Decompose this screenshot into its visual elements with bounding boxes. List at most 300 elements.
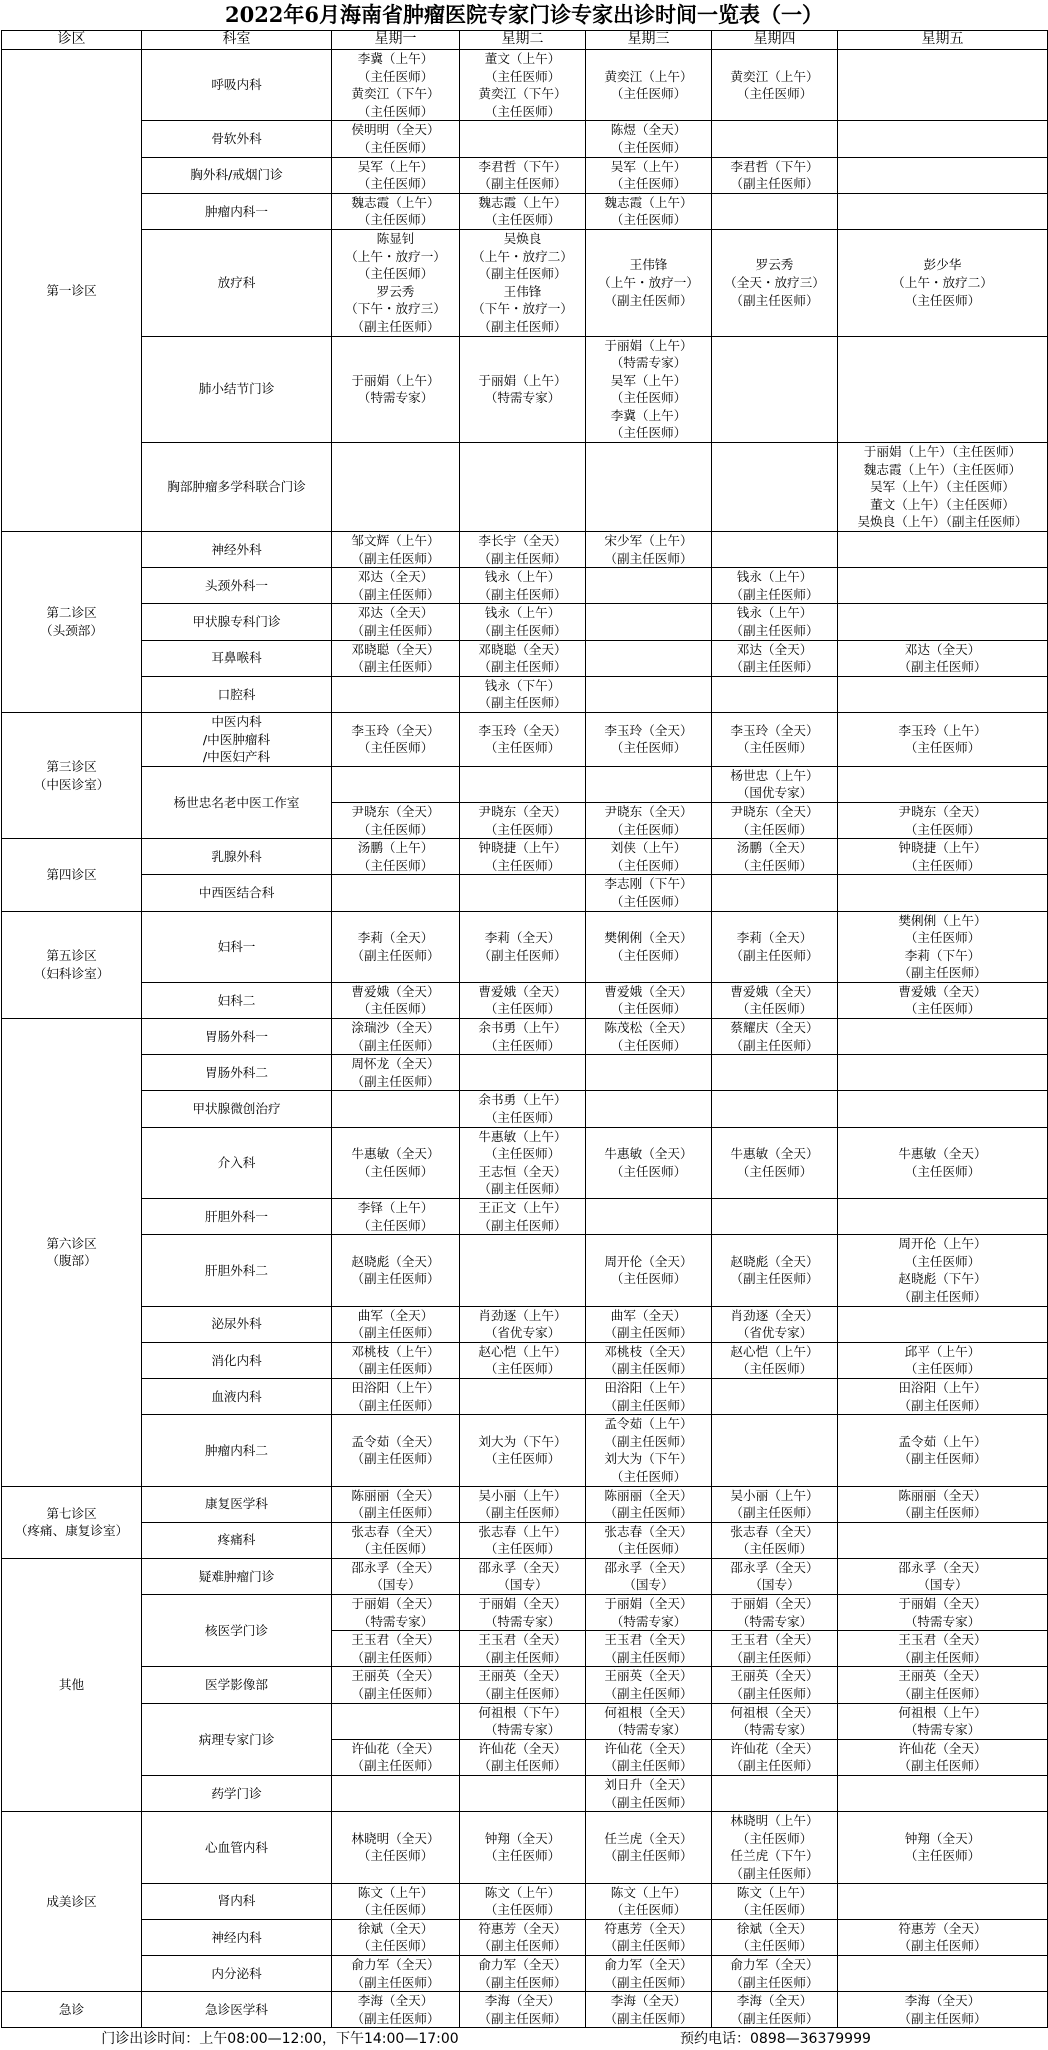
schedule-cell [712, 1739, 838, 1775]
schedule-cell [460, 1235, 586, 1306]
doctor-line: 李莉（全天） [357, 930, 434, 946]
schedule-cell [332, 50, 460, 121]
doctor-line: （主任医师） [484, 1451, 561, 1467]
doctor-line: 钱永（上午） [736, 605, 813, 621]
clinic-hours: 门诊出诊时间：上午08:00—12:00，下午14:00—17:00 [101, 2031, 459, 2048]
schedule-cell [460, 1595, 586, 1631]
schedule-cell [460, 1883, 586, 1919]
doctor-line: 曲军（全天） [610, 1307, 687, 1323]
schedule-cell [712, 443, 838, 532]
schedule-cell [460, 1631, 586, 1667]
doctor-line: 李海（全天） [610, 1993, 687, 2009]
zone-cell: 成美诊区 [2, 1812, 142, 1992]
schedule-cell [838, 121, 1048, 157]
schedule-cell [586, 1776, 712, 1812]
doctor-line: （主任医师） [484, 1001, 561, 1017]
schedule-cell [586, 1091, 712, 1127]
schedule-cell [586, 1992, 712, 2028]
doctor-line: 钱永（上午） [736, 569, 813, 585]
doctor-line: 许仙花（全天） [604, 1740, 693, 1756]
schedule-cell [586, 766, 712, 802]
doctor-line: 陈文（上午） [610, 1884, 687, 1900]
schedule-cell [332, 532, 460, 568]
doctor-line: （副主任医师） [478, 695, 567, 711]
header-row [2, 31, 1048, 50]
schedule-cell [712, 640, 838, 676]
doctor-line: （副主任医师） [604, 2010, 693, 2026]
doctor-line: （特需专家） [610, 1722, 687, 1738]
doctor-line: （主任医师） [357, 1001, 434, 1017]
schedule-cell [712, 1306, 838, 1342]
doctor-line: （副主任医师） [351, 586, 440, 602]
doctor-line: 李莉（全天） [736, 930, 813, 946]
schedule-cell [586, 1342, 712, 1378]
table-row [2, 1703, 1048, 1739]
schedule-cell [460, 1522, 586, 1558]
schedule-cell [586, 1739, 712, 1775]
schedule-cell [332, 875, 460, 911]
doctor-line: （省优专家） [484, 1325, 561, 1341]
schedule-cell [712, 193, 838, 229]
doctor-line: （副主任医师） [351, 1361, 440, 1377]
schedule-cell [712, 1919, 838, 1955]
footer [0, 2028, 1048, 2050]
doctor-line: 魏志霞（上午）（主任医师） [863, 461, 1022, 477]
schedule-cell [460, 443, 586, 532]
doctor-line: （主任医师） [484, 857, 561, 873]
dept-cell: 乳腺外科 [142, 839, 332, 875]
table-row [2, 229, 1048, 336]
schedule-cell [712, 1091, 838, 1127]
schedule-cell [332, 568, 460, 604]
schedule-cell [332, 336, 460, 443]
schedule-cell [460, 193, 586, 229]
doctor-line: 王玉君（全天） [604, 1632, 693, 1648]
doctor-line: （副主任医师） [730, 1649, 819, 1665]
dept-cell: 肝胆外科二 [142, 1235, 332, 1306]
doctor-line: 邱平（上午） [904, 1343, 981, 1359]
doctor-line: （副主任医师） [898, 1686, 987, 1702]
doctor-line: 王丽英（全天） [898, 1668, 987, 1684]
doctor-line: 尹晓东（全天） [478, 803, 567, 819]
doctor-line: 曹爱娥（全天） [898, 983, 987, 999]
schedule-cell [460, 604, 586, 640]
dept-cell: 胸部肿瘤多学科联合门诊 [142, 443, 332, 532]
doctor-line: 邓达（全天） [736, 641, 813, 657]
doctor-line: （主任医师） [736, 1938, 813, 1954]
doctor-line: （特需专家） [610, 1613, 687, 1629]
schedule-cell [586, 157, 712, 193]
doctor-line: 张志春（全天） [351, 1523, 440, 1539]
doctor-line: （主任医师） [357, 1217, 434, 1233]
table-row [2, 1127, 1048, 1198]
schedule-cell [460, 1019, 586, 1055]
schedule-cell [332, 1378, 460, 1414]
schedule-cell [332, 982, 460, 1018]
dept-cell: 头颈外科一 [142, 568, 332, 604]
schedule-cell [586, 1631, 712, 1667]
doctor-line: 李玉玲（上午） [898, 722, 987, 738]
schedule-cell [460, 839, 586, 875]
doctor-line: （主任医师） [357, 176, 434, 192]
schedule-cell [332, 604, 460, 640]
doctor-line: 周开伦（全天） [604, 1253, 693, 1269]
schedule-cell [838, 1199, 1048, 1235]
doctor-line: （主任医师） [610, 1001, 687, 1017]
doctor-line: 邓桃枝（上午） [351, 1343, 440, 1359]
page-title: 2022年6月海南省肿瘤医院专家门诊专家出诊时间一览表（一） [224, 2, 824, 27]
doctor-line: 符惠芳（全天） [604, 1920, 693, 1936]
schedule-cell [838, 443, 1048, 532]
doctor-line: （主任医师） [610, 947, 687, 963]
schedule-cell [586, 193, 712, 229]
doctor-line: （主任医师） [357, 1938, 434, 1954]
dept-cell: 神经内科 [142, 1919, 332, 1955]
doctor-line: （国专） [917, 1577, 968, 1593]
doctor-line: 肖劲逐（上午） [478, 1307, 567, 1323]
doctor-line: 陈丽丽（全天） [604, 1487, 693, 1503]
schedule-cell [586, 676, 712, 712]
zone-cell: 第二诊区 （头颈部） [2, 532, 142, 713]
schedule-cell [332, 1055, 460, 1091]
doctor-line: 吴军（上午） [610, 372, 687, 388]
doctor-line: （副主任医师） [604, 1433, 693, 1449]
doctor-line: 王玉君（全天） [898, 1632, 987, 1648]
doctor-line: 余书勇（上午） [478, 1092, 567, 1108]
schedule-cell [838, 1776, 1048, 1812]
doctor-line: （主任医师） [736, 86, 813, 102]
schedule-cell [460, 1955, 586, 1991]
doctor-line: 俞力军（全天） [604, 1956, 693, 1972]
doctor-line: 张志春（上午） [478, 1523, 567, 1539]
doctor-line: 田浴阳（上午） [604, 1379, 693, 1395]
schedule-cell [838, 1992, 1048, 2028]
dept-cell: 中医内科 /中医肿瘤科 /中医妇产科 [142, 712, 332, 766]
doctor-line: （副主任医师） [730, 1271, 819, 1287]
schedule-cell [838, 193, 1048, 229]
doctor-line: 王志恒（全天） [478, 1163, 567, 1179]
schedule-cell [838, 229, 1048, 336]
table-row [2, 1306, 1048, 1342]
schedule-cell [712, 1415, 838, 1486]
doctor-line: 王丽英（全天） [351, 1668, 440, 1684]
schedule-cell [838, 839, 1048, 875]
dept-cell: 妇科一 [142, 911, 332, 982]
schedule-cell [838, 1739, 1048, 1775]
doctor-line: （副主任医师） [478, 947, 567, 963]
schedule-cell [586, 839, 712, 875]
doctor-line: （副主任医师） [351, 947, 440, 963]
doctor-line: 俞力军（全天） [351, 1956, 440, 1972]
doctor-line: （副主任医师） [604, 1361, 693, 1377]
doctor-line: 赵晓彪（全天） [730, 1253, 819, 1269]
doctor-line: 许仙花（全天） [898, 1740, 987, 1756]
doctor-line: （主任医师） [484, 1848, 561, 1864]
doctor-line: 刘大为（下午） [604, 1451, 693, 1467]
schedule-cell [586, 336, 712, 443]
doctor-line: 陈煜（全天） [610, 122, 687, 138]
schedule-cell [712, 1019, 838, 1055]
doctor-line: 黄奕江（上午） [730, 68, 819, 84]
doctor-line: 吴小丽（上午） [730, 1487, 819, 1503]
dept-cell: 肿瘤内科二 [142, 1415, 332, 1486]
schedule-cell [712, 568, 838, 604]
schedule-cell [838, 1812, 1048, 1883]
doctor-line: 田浴阳（上午） [898, 1379, 987, 1395]
dept-cell: 口腔科 [142, 676, 332, 712]
header-tue: 星期二 [460, 31, 586, 50]
dept-cell: 肺小结节门诊 [142, 336, 332, 443]
doctor-line: （副主任医师） [730, 292, 819, 308]
table-row [2, 1667, 1048, 1703]
doctor-line: （副主任医师） [604, 1397, 693, 1413]
dept-cell: 核医学门诊 [142, 1595, 332, 1667]
table-row [2, 568, 1048, 604]
doctor-line: （副主任医师） [730, 1974, 819, 1990]
doctor-line: 钟晓捷（上午） [478, 840, 567, 856]
doctor-line: 陈丽丽（全天） [898, 1487, 987, 1503]
doctor-line: 邓晓聪（全天） [478, 641, 567, 657]
schedule-cell [460, 640, 586, 676]
doctor-line: （上午・放疗一） [345, 248, 446, 264]
doctor-line: （副主任医师） [604, 1848, 693, 1864]
doctor-line: （副主任医师） [730, 1686, 819, 1702]
schedule-cell [838, 568, 1048, 604]
doctor-line: 吴军（上午） [610, 158, 687, 174]
schedule-cell [586, 568, 712, 604]
schedule-cell [586, 712, 712, 766]
doctor-line: （副主任医师） [351, 1974, 440, 1990]
table-row [2, 1486, 1048, 1522]
doctor-line: （主任医师） [610, 1468, 687, 1484]
doctor-line: 何祖根（全天） [730, 1704, 819, 1720]
schedule-cell [460, 802, 586, 838]
doctor-line: （主任医师） [610, 212, 687, 228]
doctor-line: （主任医师） [904, 930, 981, 946]
doctor-line: （主任医师） [357, 212, 434, 228]
doctor-line: （特需专家） [610, 355, 687, 371]
doctor-line: 王玉君（全天） [730, 1632, 819, 1648]
schedule-cell [838, 766, 1048, 802]
table-row [2, 532, 1048, 568]
table-row [2, 676, 1048, 712]
dept-cell: 介入科 [142, 1127, 332, 1198]
schedule-cell [838, 1703, 1048, 1739]
schedule-cell [712, 982, 838, 1018]
schedule-cell [712, 1055, 838, 1091]
doctor-line: （上午・放疗二） [892, 274, 993, 290]
doctor-line: 李玉玲（全天） [604, 722, 693, 738]
doctor-line: 孟令茹（上午） [604, 1416, 693, 1432]
doctor-line: （主任医师） [610, 1037, 687, 1053]
schedule-cell [460, 1919, 586, 1955]
doctor-line: （主任医师） [357, 1541, 434, 1557]
zone-cell: 第三诊区 （中医诊室） [2, 712, 142, 838]
doctor-line: 余书勇（上午） [478, 1020, 567, 1036]
schedule-cell [460, 982, 586, 1018]
zone-cell: 其他 [2, 1558, 142, 1811]
doctor-line: 邓达（全天） [904, 641, 981, 657]
dept-cell: 呼吸内科 [142, 50, 332, 121]
doctor-line: （特需专家） [357, 390, 434, 406]
schedule-cell [586, 1558, 712, 1594]
schedule-cell [586, 1595, 712, 1631]
schedule-cell [838, 1019, 1048, 1055]
doctor-line: （主任医师） [484, 1902, 561, 1918]
schedule-cell [332, 1955, 460, 1991]
doctor-line: （特需专家） [357, 1613, 434, 1629]
dept-cell: 疼痛科 [142, 1522, 332, 1558]
doctor-line: 邓桃枝（全天） [604, 1343, 693, 1359]
doctor-line: 于丽娟（全天） [604, 1596, 693, 1612]
doctor-line: 李海（全天） [736, 1993, 813, 2009]
doctor-line: （副主任医师） [604, 1974, 693, 1990]
doctor-line: （主任医师） [736, 1541, 813, 1557]
schedule-cell [586, 1306, 712, 1342]
doctor-line: 牛惠敏（上午） [478, 1128, 567, 1144]
schedule-cell [838, 532, 1048, 568]
schedule-cell [586, 1199, 712, 1235]
schedule-cell [712, 839, 838, 875]
doctor-line: 樊俐俐（上午） [898, 912, 987, 928]
doctor-line: （副主任医师） [351, 1073, 440, 1089]
doctor-line: 邵永孚（全天） [604, 1559, 693, 1575]
dept-cell: 胸外科/戒烟门诊 [142, 157, 332, 193]
doctor-line: （主任医师） [904, 740, 981, 756]
doctor-line: （副主任医师） [730, 659, 819, 675]
dept-cell: 肾内科 [142, 1883, 332, 1919]
doctor-line: 于丽娟（上午） [351, 372, 440, 388]
doctor-line: （主任医师） [484, 212, 561, 228]
schedule-cell [586, 1883, 712, 1919]
doctor-line: （主任医师） [610, 176, 687, 192]
doctor-line: （主任医师） [484, 1110, 561, 1126]
doctor-line: 许仙花（全天） [351, 1740, 440, 1756]
schedule-cell [332, 1667, 460, 1703]
dept-cell: 肿瘤内科一 [142, 193, 332, 229]
doctor-line: 陈文（上午） [484, 1884, 561, 1900]
doctor-line: （副主任医师） [898, 1758, 987, 1774]
table-row [2, 1558, 1048, 1594]
schedule-cell [838, 1342, 1048, 1378]
schedule-cell [838, 1235, 1048, 1306]
doctor-line: （主任医师） [736, 1163, 813, 1179]
doctor-line: 罗云秀 [755, 257, 794, 273]
doctor-line: 于丽娟（全天） [898, 1596, 987, 1612]
doctor-line: （副主任医师） [351, 1325, 440, 1341]
schedule-cell [712, 1235, 838, 1306]
doctor-line: 刘日升（全天） [604, 1777, 693, 1792]
doctor-line: （主任医师） [357, 103, 434, 119]
doctor-line: （主任医师） [904, 1253, 981, 1269]
dept-cell: 甲状腺微创治疗 [142, 1091, 332, 1127]
schedule-cell [332, 1235, 460, 1306]
schedule-cell [586, 1378, 712, 1414]
doctor-line: 何祖根（上午） [898, 1704, 987, 1720]
doctor-line: （主任医师） [736, 821, 813, 837]
doctor-line: （副主任医师） [898, 1451, 987, 1467]
doctor-line: （主任医师） [610, 86, 687, 102]
doctor-line: （副主任医师） [351, 318, 440, 334]
doctor-line: （全天・放疗三） [724, 274, 825, 290]
schedule-cell [712, 875, 838, 911]
doctor-line: （副主任医师） [478, 1181, 567, 1197]
doctor-line: 许仙花（全天） [730, 1740, 819, 1756]
doctor-line: 符惠芳（全天） [478, 1920, 567, 1936]
schedule-cell [460, 676, 586, 712]
schedule-cell [332, 1306, 460, 1342]
doctor-line: （副主任医师） [730, 1037, 819, 1053]
dept-cell: 中西医结合科 [142, 875, 332, 911]
schedule-cell [332, 1415, 460, 1486]
doctor-line: 赵心恺（上午） [730, 1343, 819, 1359]
doctor-line: 于丽娟（全天） [478, 1596, 567, 1612]
table-row [2, 640, 1048, 676]
schedule-cell [838, 802, 1048, 838]
table-row [2, 1199, 1048, 1235]
table-row [2, 1378, 1048, 1414]
doctor-line: （副主任医师） [351, 1686, 440, 1702]
schedule-cell [460, 1667, 586, 1703]
schedule-cell [712, 1595, 838, 1631]
doctor-line: （副主任医师） [730, 947, 819, 963]
doctor-line: 李冀（上午） [357, 51, 434, 66]
table-row [2, 336, 1048, 443]
doctor-line: （副主任医师） [604, 1758, 693, 1774]
schedule-cell [332, 1703, 460, 1739]
schedule-cell [332, 1019, 460, 1055]
doctor-line: （国专） [623, 1577, 674, 1593]
doctor-line: 吴军（上午）（主任医师） [870, 479, 1015, 495]
doctor-line: 赵晓彪（全天） [351, 1253, 440, 1269]
doctor-line: 邹文辉（上午） [351, 533, 440, 549]
doctor-line: 尹晓东（全天） [351, 803, 440, 819]
doctor-line: （主任医师） [484, 1146, 561, 1162]
schedule-cell [332, 121, 460, 157]
doctor-line: （副主任医师） [351, 1505, 440, 1521]
doctor-line: 王伟锋 [629, 257, 668, 273]
doctor-line: 黄奕江（下午） [478, 86, 567, 102]
schedule-cell [586, 1127, 712, 1198]
table-row [2, 50, 1048, 121]
doctor-line: （主任医师） [357, 1902, 434, 1918]
table-row [2, 1595, 1048, 1631]
schedule-cell [460, 766, 586, 802]
doctor-line: （副主任医师） [604, 1325, 693, 1341]
doctor-line: 宋少军（上午） [604, 533, 693, 549]
doctor-line: （主任医师） [904, 857, 981, 873]
schedule-cell [460, 1091, 586, 1127]
doctor-line: 侯明明（全天） [351, 122, 440, 138]
schedule-cell [838, 911, 1048, 982]
zone-cell: 第六诊区 （腹部） [2, 1019, 142, 1486]
doctor-line: 林晓明（上午） [730, 1813, 819, 1829]
schedule-cell [332, 1199, 460, 1235]
table-row [2, 157, 1048, 193]
doctor-line: （主任医师） [610, 1163, 687, 1179]
schedule-cell [460, 1055, 586, 1091]
table-row [2, 1415, 1048, 1486]
table-row [2, 1019, 1048, 1055]
table-row [2, 1955, 1048, 1991]
doctor-line: （副主任医师） [730, 2010, 819, 2026]
dept-cell: 耳鼻喉科 [142, 640, 332, 676]
doctor-line: （主任医师） [736, 1830, 813, 1846]
schedule-cell [460, 1199, 586, 1235]
table-row [2, 443, 1048, 532]
doctor-line: （主任医师） [736, 1361, 813, 1377]
doctor-line: （副主任医师） [604, 550, 693, 566]
